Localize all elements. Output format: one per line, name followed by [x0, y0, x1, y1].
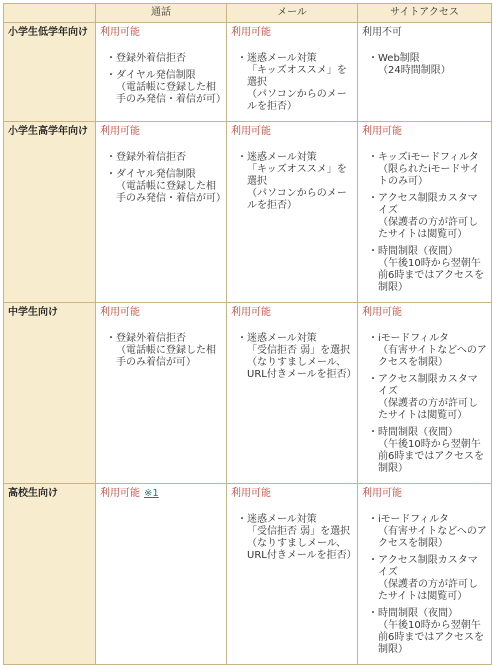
availability-status-text: 利用可能: [231, 307, 271, 318]
feature-item: ・ ダイヤル発信制限 （電話帳に登録した相手のみ発信・着信が可）: [106, 169, 222, 205]
feature-item: ・ 時間制限（夜間） （午後10時から翌朝午前6時まではアクセスを制限）: [368, 246, 487, 294]
availability-status: [362, 307, 487, 319]
table-row: [4, 484, 492, 665]
availability-status: [100, 307, 222, 319]
availability-status-text: 利用可能: [362, 488, 402, 499]
availability-status-text: 利用可能: [100, 126, 140, 137]
feature-item: ・ 登録外着信拒否 （電話帳に登録した相手のみ着信が可）: [106, 333, 222, 369]
feature-list: [362, 152, 487, 294]
header-site-access: サイトアクセス: [358, 4, 492, 23]
row-label: 中学生向け: [4, 303, 96, 484]
feature-item: ・ 登録外着信拒否: [106, 152, 222, 164]
cell-mail: [227, 303, 358, 484]
cell-site: [358, 484, 492, 665]
availability-status: [231, 488, 353, 500]
cell-mail: [227, 122, 358, 303]
header-call: 通話: [96, 4, 227, 23]
availability-status-text: 利用可能: [362, 307, 402, 318]
feature-list: [231, 152, 353, 212]
feature-list: [100, 53, 226, 106]
plan-comparison-table: [3, 3, 492, 665]
feature-item: ・ 登録外着信拒否: [106, 53, 222, 65]
cell-site: [358, 23, 492, 122]
feature-item: ・ Web制限 （24時間制限）: [368, 53, 487, 77]
row-label: 小学生高学年向け: [4, 122, 96, 303]
feature-list: [231, 53, 353, 113]
header-row: [4, 4, 492, 23]
feature-list: [100, 333, 222, 369]
feature-item: ・ 迷惑メール対策 「キッズオススメ」を選択 （パソコンからのメールを拒否）: [237, 152, 353, 212]
feature-item: ・ アクセス制限カスタマイズ （保護者の方が許可したサイトは閲覧可）: [368, 374, 487, 422]
feature-item: ・ 迷惑メール対策 「受信拒否 弱」を選択 （なりすましメール、URL付きメールを拒否）: [237, 514, 353, 562]
feature-list: [100, 152, 226, 205]
footnote-link[interactable]: ※1: [144, 488, 159, 499]
availability-status: [100, 488, 222, 500]
cell-call: [96, 484, 227, 665]
availability-status-text: 利用可能: [231, 488, 271, 499]
feature-item: ・ iモードフィルタ （有害サイトなどへのアクセスを制限）: [368, 514, 487, 550]
cell-mail: [227, 484, 358, 665]
availability-status: [362, 488, 487, 500]
row-label: 小学生低学年向け: [4, 23, 96, 122]
cell-site: [358, 303, 492, 484]
availability-status: [231, 27, 353, 39]
availability-status: [231, 126, 353, 138]
header-corner: [4, 4, 96, 23]
feature-item: ・ キッズiモードフィルタ （限られたiモードサイトのみ可）: [368, 152, 487, 188]
feature-list: [231, 514, 357, 562]
cell-site: [358, 122, 492, 303]
feature-item: ・ iモードフィルタ （有害サイトなどへのアクセスを制限）: [368, 333, 487, 369]
feature-item: ・ アクセス制限カスタマイズ （保護者の方が許可したサイトは閲覧可）: [368, 193, 487, 241]
availability-status-text: 利用可能: [100, 488, 140, 499]
feature-item: ・ 迷惑メール対策 「キッズオススメ」を選択 （パソコンからのメールを拒否）: [237, 53, 353, 113]
cell-call: [96, 23, 227, 122]
availability-status-text: 利用可能: [231, 27, 271, 38]
availability-status-text: 利用不可: [362, 27, 402, 38]
cell-mail: [227, 23, 358, 122]
availability-status-text: 利用可能: [100, 27, 140, 38]
table-row: [4, 122, 492, 303]
feature-item: ・ アクセス制限カスタマイズ （保護者の方が許可したサイトは閲覧可）: [368, 555, 487, 603]
availability-status: [100, 126, 222, 138]
availability-status-text: 利用可能: [362, 126, 402, 137]
feature-list: [362, 514, 487, 656]
availability-status: [231, 307, 353, 319]
row-label: 高校生向け: [4, 484, 96, 665]
feature-item: ・ 迷惑メール対策 「受信拒否 弱」を選択 （なりすましメール、URL付きメールを拒否）: [237, 333, 353, 381]
feature-list: [362, 53, 487, 77]
feature-item: ・ ダイヤル発信制限 （電話帳に登録した相手のみ発信・着信が可）: [106, 70, 222, 106]
feature-list: [231, 333, 357, 381]
availability-status: [362, 27, 487, 39]
feature-item: ・ 時間制限（夜間） （午後10時から翌朝午前6時まではアクセスを制限）: [368, 427, 487, 475]
availability-status-text: 利用可能: [100, 307, 140, 318]
feature-item: ・ 時間制限（夜間） （午後10時から翌朝午前6時まではアクセスを制限）: [368, 608, 487, 656]
availability-status: [362, 126, 487, 138]
table-row: [4, 23, 492, 122]
cell-call: [96, 303, 227, 484]
cell-call: [96, 122, 227, 303]
availability-status: [100, 27, 222, 39]
header-mail: メール: [227, 4, 358, 23]
feature-list: [362, 333, 487, 475]
availability-status-text: 利用可能: [231, 126, 271, 137]
table-row: [4, 303, 492, 484]
